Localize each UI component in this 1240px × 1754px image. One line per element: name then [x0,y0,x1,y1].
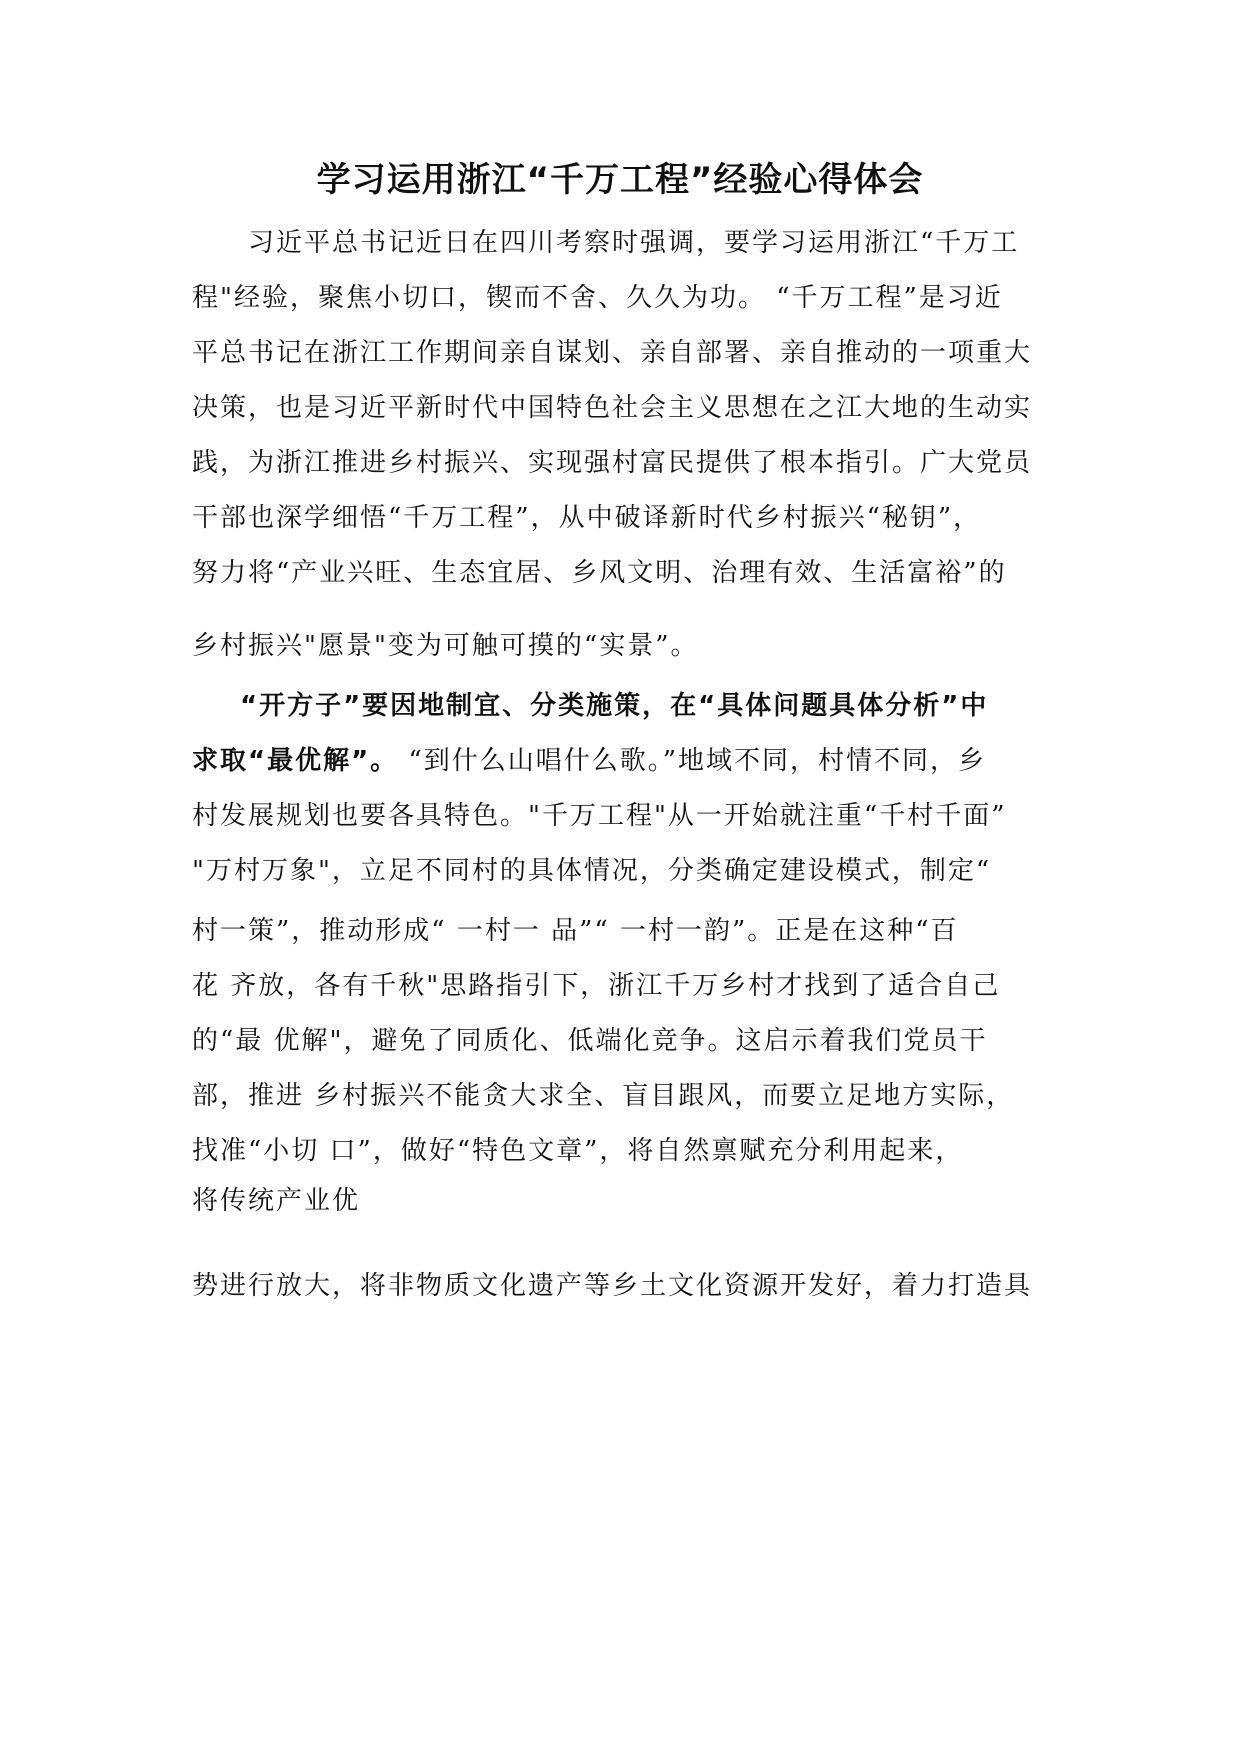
paragraph-2-heading-line-1: “开方子”要因地制宜、分类施策，在“具体问题具体分析”中 [240,691,989,721]
paragraph-2-line-8: 部，推进 乡村振兴不能贪大求全、盲目跟风，而要立足地方实际， [192,1081,1015,1111]
paragraph-1-line-3: 平总书记在浙江工作期间亲自谋划、亲自部署、亲自推动的一项重大 [192,338,1033,368]
paragraph-2-line-4: "万村万象"，立足不同村的具体情况，分类确定建设模式，制定“ [192,856,992,886]
document-title: 学习运用浙江“千万工程”经验心得体会 [316,160,924,200]
paragraph-2-line-2-text: “到什么山唱什么歌。”地域不同，村情不同，乡 [398,746,987,776]
paragraph-2-line-6: 花 齐放，各有千秋"思路指引下，浙江千万乡村才找到了适合自己 [192,971,1001,1001]
paragraph-2-line-7: 的“最 优解"，避免了同质化、低端化竞争。这启示着我们党员干 [192,1026,988,1056]
paragraph-2-line-5: 村一策”，推动形成“ 一村一 品”“ 一村一韵”。正是在这种“百 [192,916,959,946]
paragraph-2-line-3: 村发展规划也要各具特色。"千万工程"从一开始就注重“千村千面” [192,801,1007,831]
paragraph-2-line-2 [192,743,986,779]
paragraph-1-line-8: 乡村振兴"愿景"变为可触可摸的“实景”。 [192,631,699,661]
paragraph-2-line-9: 找准“小切 口”，做好“特色文章”，将自然禀赋充分利用起来， [192,1136,964,1166]
paragraph-1-line-6: 干部也深学细悟“千万工程”，从中破译新时代乡村振兴“秘钥”， [192,503,982,533]
paragraph-1-line-2: 程"经验，聚焦小切口，锲而不舍、久久为功。 “千万工程”是习近 [192,283,1003,313]
paragraph-2-heading-line-2: 求取“最优解”。 [192,746,399,776]
paragraph-1-line-7: 努力将“产业兴旺、生态宜居、乡风文明、治理有效、生活富裕”的 [192,558,1007,588]
paragraph-1-line-4: 决策，也是习近平新时代中国特色社会主义思想在之江大地的生动实 [192,393,1033,423]
paragraph-1-line-5: 践，为浙江推进乡村振兴、实现强村富民提供了根本指引。广大党员 [192,448,1033,478]
paragraph-2-line-10: 将传统产业优 [192,1186,361,1216]
paragraph-1-line-1: 习近平总书记近日在四川考察时强调，要学习运用浙江“千万工 [248,228,1020,258]
paragraph-2-line-11: 势进行放大，将非物质文化遗产等乡土文化资源开发好，着力打造具 [192,1271,1033,1301]
